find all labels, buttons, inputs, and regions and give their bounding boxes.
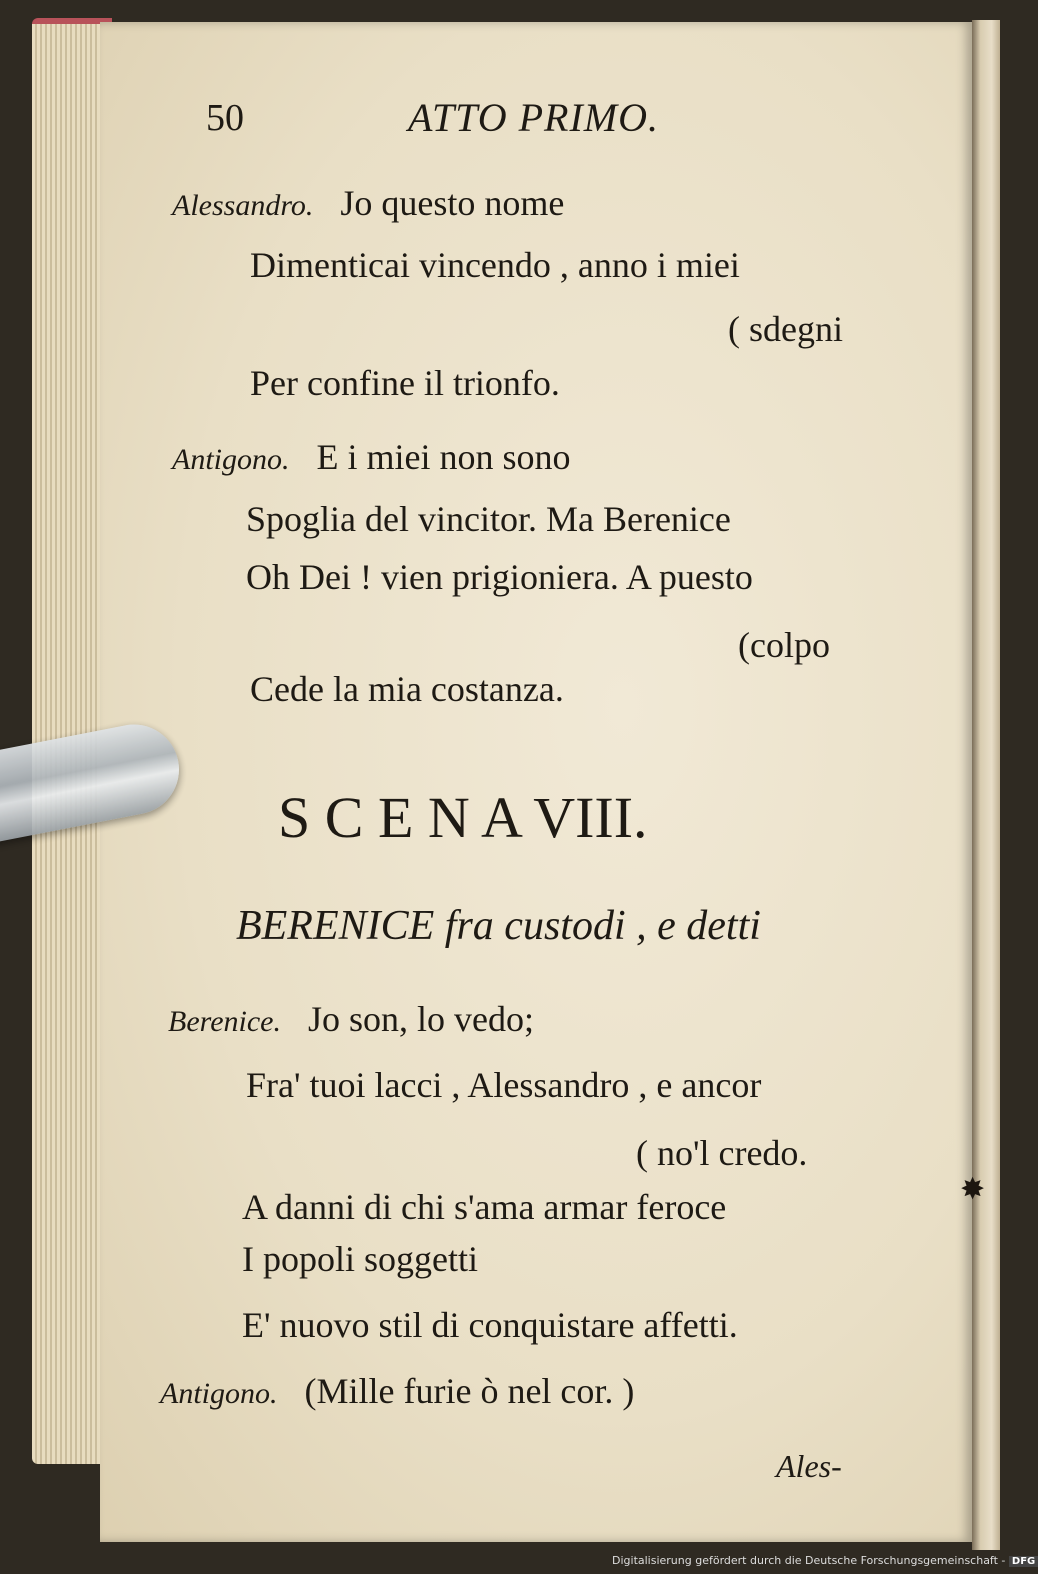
verse-line xyxy=(160,1370,634,1412)
verse-line: Dimenticai vincendo , anno i miei xyxy=(250,245,740,285)
footer-credit xyxy=(612,1554,1038,1567)
speaker-name: Berenice. xyxy=(168,1005,281,1038)
verse-text: E i miei non sono xyxy=(316,437,571,477)
verse-line xyxy=(168,998,534,1040)
verse-line: Oh Dei ! vien prigioniera. A puesto xyxy=(246,557,753,597)
verse-line: Per confine il trionfo. xyxy=(250,363,560,403)
verse-line: ( sdegni xyxy=(728,309,843,349)
verse-line: (colpo xyxy=(738,625,830,665)
dfg-logo: DFG xyxy=(1009,1556,1038,1567)
next-page-edge xyxy=(972,20,1000,1550)
verse-line xyxy=(172,182,564,224)
verse-text: Jo son, lo vedo; xyxy=(307,999,534,1039)
verse-line: A danni di chi s'ama armar feroce xyxy=(242,1187,727,1227)
running-title: ATTO PRIMO. xyxy=(408,95,659,140)
verse-text: Jo questo nome xyxy=(340,183,565,223)
verse-line xyxy=(172,436,571,478)
verse-line: E' nuovo stil di conquistare affetti. xyxy=(242,1305,738,1345)
verse-line: ( no'l credo. xyxy=(636,1133,808,1173)
verse-line: Fra' tuoi lacci , Alessandro , e ancor xyxy=(246,1065,762,1105)
footer-text: Digitalisierung gefördert durch die Deutsche Forschungsgemeinschaft - xyxy=(612,1554,1006,1567)
verse-line: Spoglia del vincitor. Ma Berenice xyxy=(246,499,731,539)
verse-line: Cede la mia costanza. xyxy=(250,669,564,709)
ink-blot-icon: ✸ xyxy=(960,1172,986,1207)
page-number: 50 xyxy=(206,97,244,139)
speaker-name: Antigono. xyxy=(160,1377,278,1410)
stage-direction xyxy=(236,902,761,950)
speaker-name: Antigono. xyxy=(172,443,290,476)
character-name: BERENICE xyxy=(236,903,435,949)
verse-text: (Mille furie ò nel cor. ) xyxy=(304,1371,635,1411)
scene-heading: S C E N A VIII. xyxy=(278,785,648,850)
verse-line: I popoli soggetti xyxy=(242,1239,478,1279)
stage-direction-text: fra custodi , e detti xyxy=(444,903,761,949)
catchword: Ales- xyxy=(776,1448,842,1484)
speaker-name: Alessandro. xyxy=(172,189,314,222)
